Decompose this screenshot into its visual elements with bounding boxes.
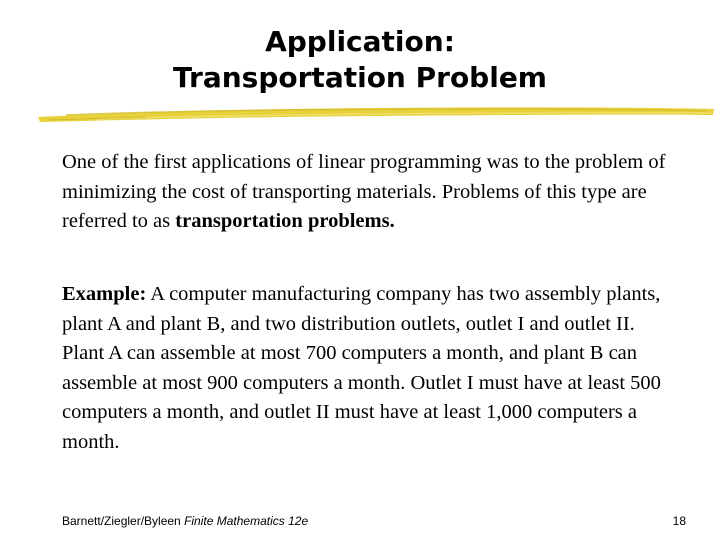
example-paragraph	[62, 280, 672, 457]
slide-title-line-2: Transportation Problem	[173, 61, 547, 94]
footer-credit	[62, 513, 308, 529]
slide-title	[0, 24, 720, 96]
transportation-problems-term: transportation problems.	[175, 210, 395, 232]
intro-paragraph	[62, 148, 672, 237]
page-number: 18	[672, 514, 686, 528]
footer-book-title: Finite Mathematics 12e	[184, 514, 309, 528]
footer-authors: Barnett/Ziegler/Byleen	[62, 514, 185, 528]
example-label: Example:	[62, 283, 147, 305]
intro-text: One of the first applications of linear programming was to the problem of minimizing the cost of transporting materials. Problems of this type are referred to as	[62, 151, 666, 232]
title-underline-brushstroke	[36, 100, 716, 126]
example-text: A computer manufacturing company has two assembly plants, plant A and plant B, and two distribution outlets, outlet I and outlet II. Plant A can assemble at most 700 computers a month, and plant B can assemble at most 900 computers a month. Outlet I must have at least 500 computers a month, and outlet II must have at least 1,000 computers a month.	[62, 283, 661, 453]
slide-title-line-1: Application:	[265, 25, 455, 58]
